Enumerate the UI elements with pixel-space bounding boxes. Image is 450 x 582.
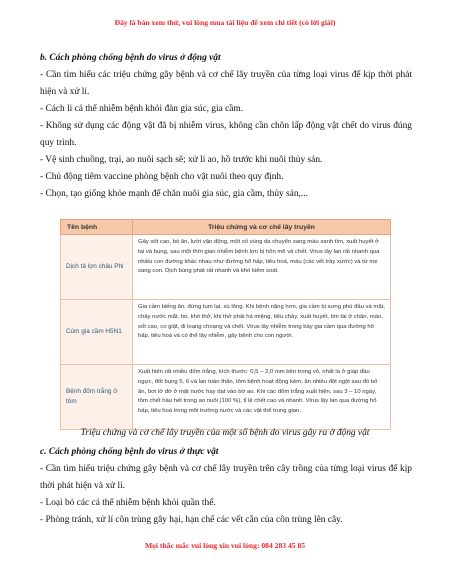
section-c-line: - Cần tìm hiểu triệu chứng gây bệnh và cơ chế lây truyền trên cây trồng của từng loại virus để kịp thời phát hiện và xử lí. — [40, 464, 412, 491]
table-header-symptoms: Triệu chứng và cơ chế lây truyền — [133, 220, 391, 235]
disease-description: Xuất hiện rất nhiều đốm trắng, kích thước: 0,5 – 2,0 mm bên trong vỏ, nhất là ở giáp đầu ngực, đốt bụng 5, 6 và lan toàn thân, tôm bệnh hoạt động kém, ăn nhiều đột ngột sau đó bỏ ăn, bơi lờ đờ ở mặt nước hay dạt vào bờ ao. Khi các đốm trắng xuất hiện, sau 3 – 10 ngày, tôm chết hầu hết trong ao nuôi (100 %), tỉ lệ chết cao và nhanh. Virus lây lan qua đường hô hấp, tiêu hoá trong môi trường nước và các vật thể trung gian. — [133, 365, 391, 430]
table-row — [61, 300, 391, 365]
contact-notice: Mọi thắc mắc vui lòng xin vui lòng: 084 283 45 85 — [144, 541, 306, 550]
disease-description: Gây sốt cao, bỏ ăn, lười vận động, một số vùng da chuyển sang màu xanh tím, xuất huyết ở tai và bụng, sau một thời gian nhiễm bệnh lợn bị hôn mê và chết. Virus lây lan rất nhanh qua nhiều con đường khác nhau như đường hô hấp, tiêu hoá, máu (các vết trầy xước) và từ mẹ sang con. Dịch bùng phát rất nhanh và khó kiểm soát. — [133, 235, 391, 300]
table-row — [61, 235, 391, 300]
section-b-line: - Chọn, tạo giống khỏe mạnh để chăn nuôi gia súc, gia cầm, thủy sản,... — [40, 189, 308, 199]
table-caption: Triệu chứng và cơ chế lây truyền của một số bệnh do virus gây ra ở động vật — [80, 428, 370, 438]
preview-notice: Đây là bản xem thử, vui lòng mua tài liệu để xem chi tiết (có lời giải) — [114, 18, 336, 27]
section-c-line: - Phòng tránh, xử lí côn trùng gây hại, hạn chế các vết cắn của côn trùng lên cây. — [40, 515, 343, 525]
disease-name: Bệnh đốm trắng ở tôm — [61, 365, 133, 430]
section-c-line: - Loại bỏ các cá thể nhiễm bệnh khỏi quần thể. — [40, 498, 216, 508]
disease-description: Gia cầm biếng ăn, đứng tụm lại, xù lông. Khi bệnh nặng hơn, gia cầm bị sưng phù đầu và mặt, chảy nước mắt, ho, khó thở, khi thở phải há miệng, tiêu chảy, xuất huyết, tím tái ở chân, mào, sốt cao, co giật, đi loạng choạng và chết. Virus lây nhiễm trong bầy gia cầm qua đường hô hấp, tiêu hoá và có thể lây nhiễm, gây bệnh cho con người. — [133, 300, 391, 365]
section-b-line: - Vệ sinh chuồng, trại, ao nuôi sạch sẽ; xử lí ao, hồ trước khi nuôi thủy sản. — [40, 155, 323, 165]
section-b-line: - Cần tìm hiểu các triệu chứng gây bệnh và cơ chế lây truyền của từng loại virus để kịp thời phát hiện và xử lí. — [40, 70, 412, 97]
table-header-disease: Tên bệnh — [61, 220, 133, 235]
virus-disease-table — [60, 219, 391, 430]
disease-name: Cúm gia cầm H5N1 — [61, 300, 133, 365]
section-b-line: - Cách li cá thể nhiễm bệnh khỏi đàn gia súc, gia cầm. — [40, 104, 244, 114]
section-c — [40, 444, 412, 529]
section-b-line: - Không sử dụng các động vật đã bị nhiễm virus, không cần chôn lấp động vật chết do virus đúng quy trình. — [40, 121, 412, 148]
section-b — [40, 50, 412, 203]
section-c-heading: c. Cách phòng chống bệnh do virus ở thực vật — [40, 447, 219, 457]
section-b-line: - Chủ động tiêm vaccine phòng bệnh cho vật nuôi theo quy định. — [40, 172, 284, 182]
table-row — [61, 365, 391, 430]
section-b-heading: b. Cách phòng chống bệnh do virus ở động vật — [40, 53, 221, 63]
disease-name: Dịch tả lợn châu Phi — [61, 235, 133, 300]
